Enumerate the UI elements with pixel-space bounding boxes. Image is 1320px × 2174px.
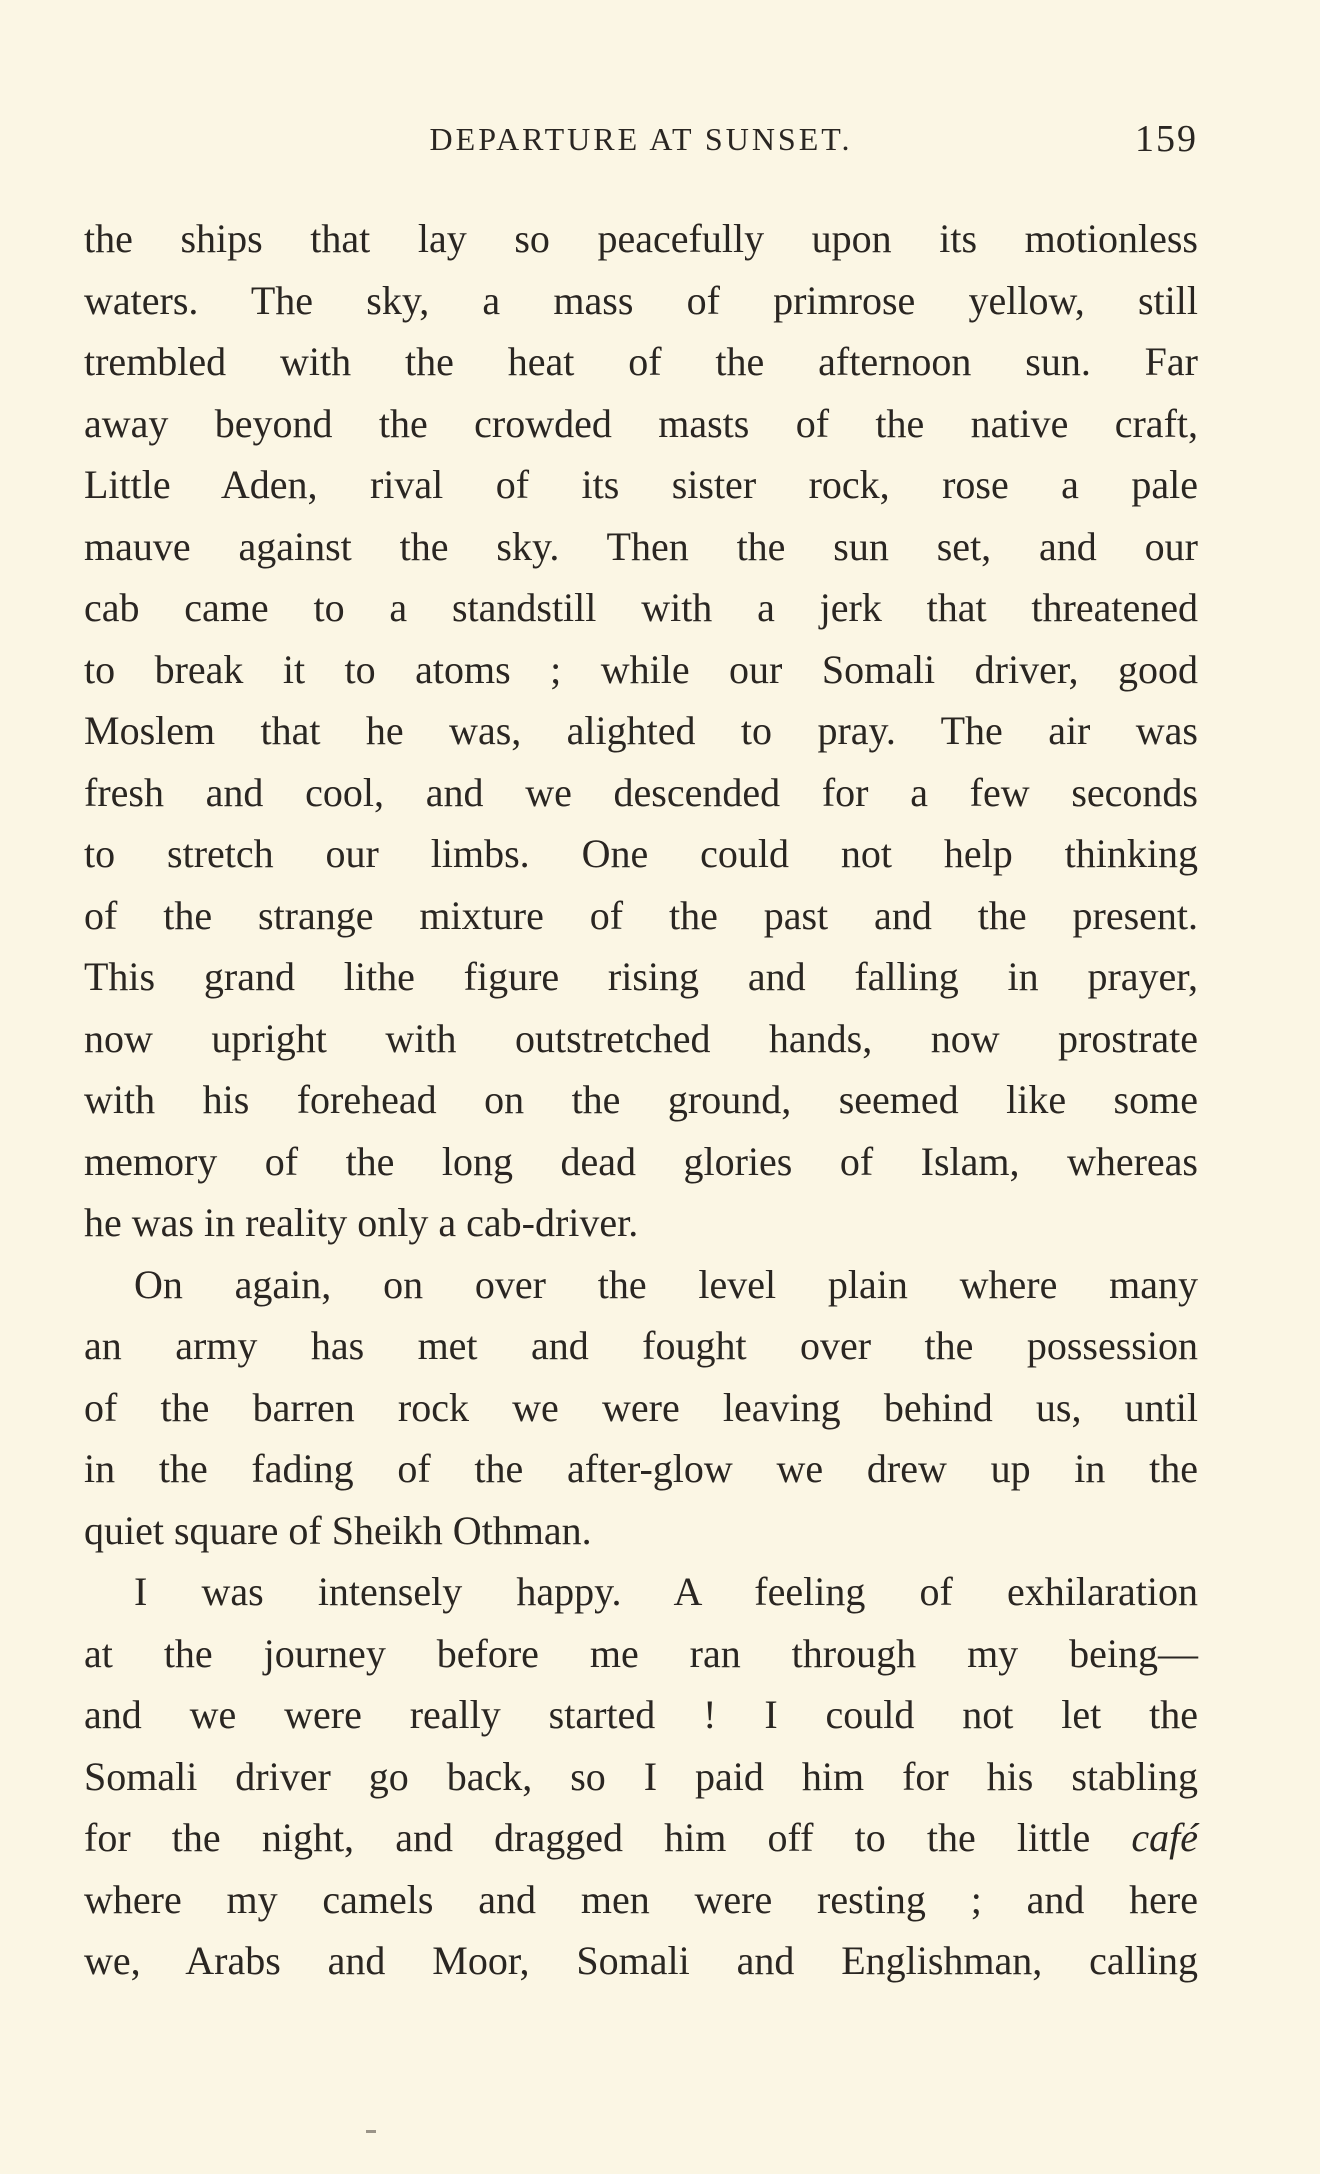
text-line: memory of the long dead glories of Islam, whereas: [84, 1138, 1198, 1184]
text-line: mauve against the sky. Then the sun set, and our: [84, 523, 1198, 569]
text-line: cab came to a standstill with a jerk that threatened: [84, 585, 1198, 630]
text-line: Little Aden, rival of its sister rock, rose a pale: [84, 462, 1198, 507]
text-line: in the fading of the after-glow we drew up in the: [84, 1446, 1198, 1491]
text-line: at the journey before me ran through my being—: [84, 1630, 1198, 1676]
text-line: with his forehead on the ground, seemed like some: [84, 1077, 1198, 1122]
page-number: 159: [1135, 118, 1198, 160]
page-blemish: [366, 2130, 376, 2133]
line-text: for the night, and dragged him off to the little: [84, 1815, 1091, 1860]
text-line: of the strange mixture of the past and the present.: [84, 892, 1198, 938]
italic-word: café: [1131, 1815, 1199, 1860]
text-line: quiet square of Sheikh Othman.: [84, 1507, 592, 1553]
text-line: Somali driver go back, so I paid him for his stabling: [84, 1753, 1198, 1799]
text-line: This grand lithe figure rising and falling in prayer,: [84, 954, 1198, 999]
text-line: where my camels and men were resting ; and here: [84, 1876, 1198, 1922]
running-head: [84, 114, 1198, 164]
text-line: On again, on over the level plain where many: [134, 1261, 1198, 1307]
text-line: now upright with outstretched hands, now prostrate: [84, 1015, 1198, 1061]
text-line: we, Arabs and Moor, Somali and Englishman, calling: [84, 1938, 1198, 1983]
text-line: Moslem that he was, alighted to pray. The air was: [84, 708, 1198, 753]
text-line: to break it to atoms ; while our Somali driver, good: [84, 646, 1198, 692]
text-line-with-italic: [84, 1807, 1198, 1869]
body-text: [84, 208, 1198, 1992]
text-line: trembled with the heat of the afternoon sun. Far: [84, 339, 1198, 384]
text-line: he was in reality only a cab-driver.: [84, 1200, 639, 1245]
text-line: waters. The sky, a mass of primrose yellow, still: [84, 277, 1198, 323]
text-line: fresh and cool, and we descended for a few seconds: [84, 769, 1198, 815]
text-line: I was intensely happy. A feeling of exhilaration: [134, 1569, 1198, 1614]
text-line: an army has met and fought over the possession: [84, 1323, 1198, 1368]
text-line: the ships that lay so peacefully upon its motionless: [84, 216, 1198, 261]
chapter-heading: DEPARTURE AT SUNSET.: [429, 121, 853, 157]
text-line: to stretch our limbs. One could not help thinking: [84, 831, 1198, 876]
text-line: of the barren rock we were leaving behind us, until: [84, 1384, 1198, 1430]
text-line: and we were really started ! I could not let the: [84, 1692, 1198, 1737]
text-line: away beyond the crowded masts of the native craft,: [84, 400, 1198, 446]
